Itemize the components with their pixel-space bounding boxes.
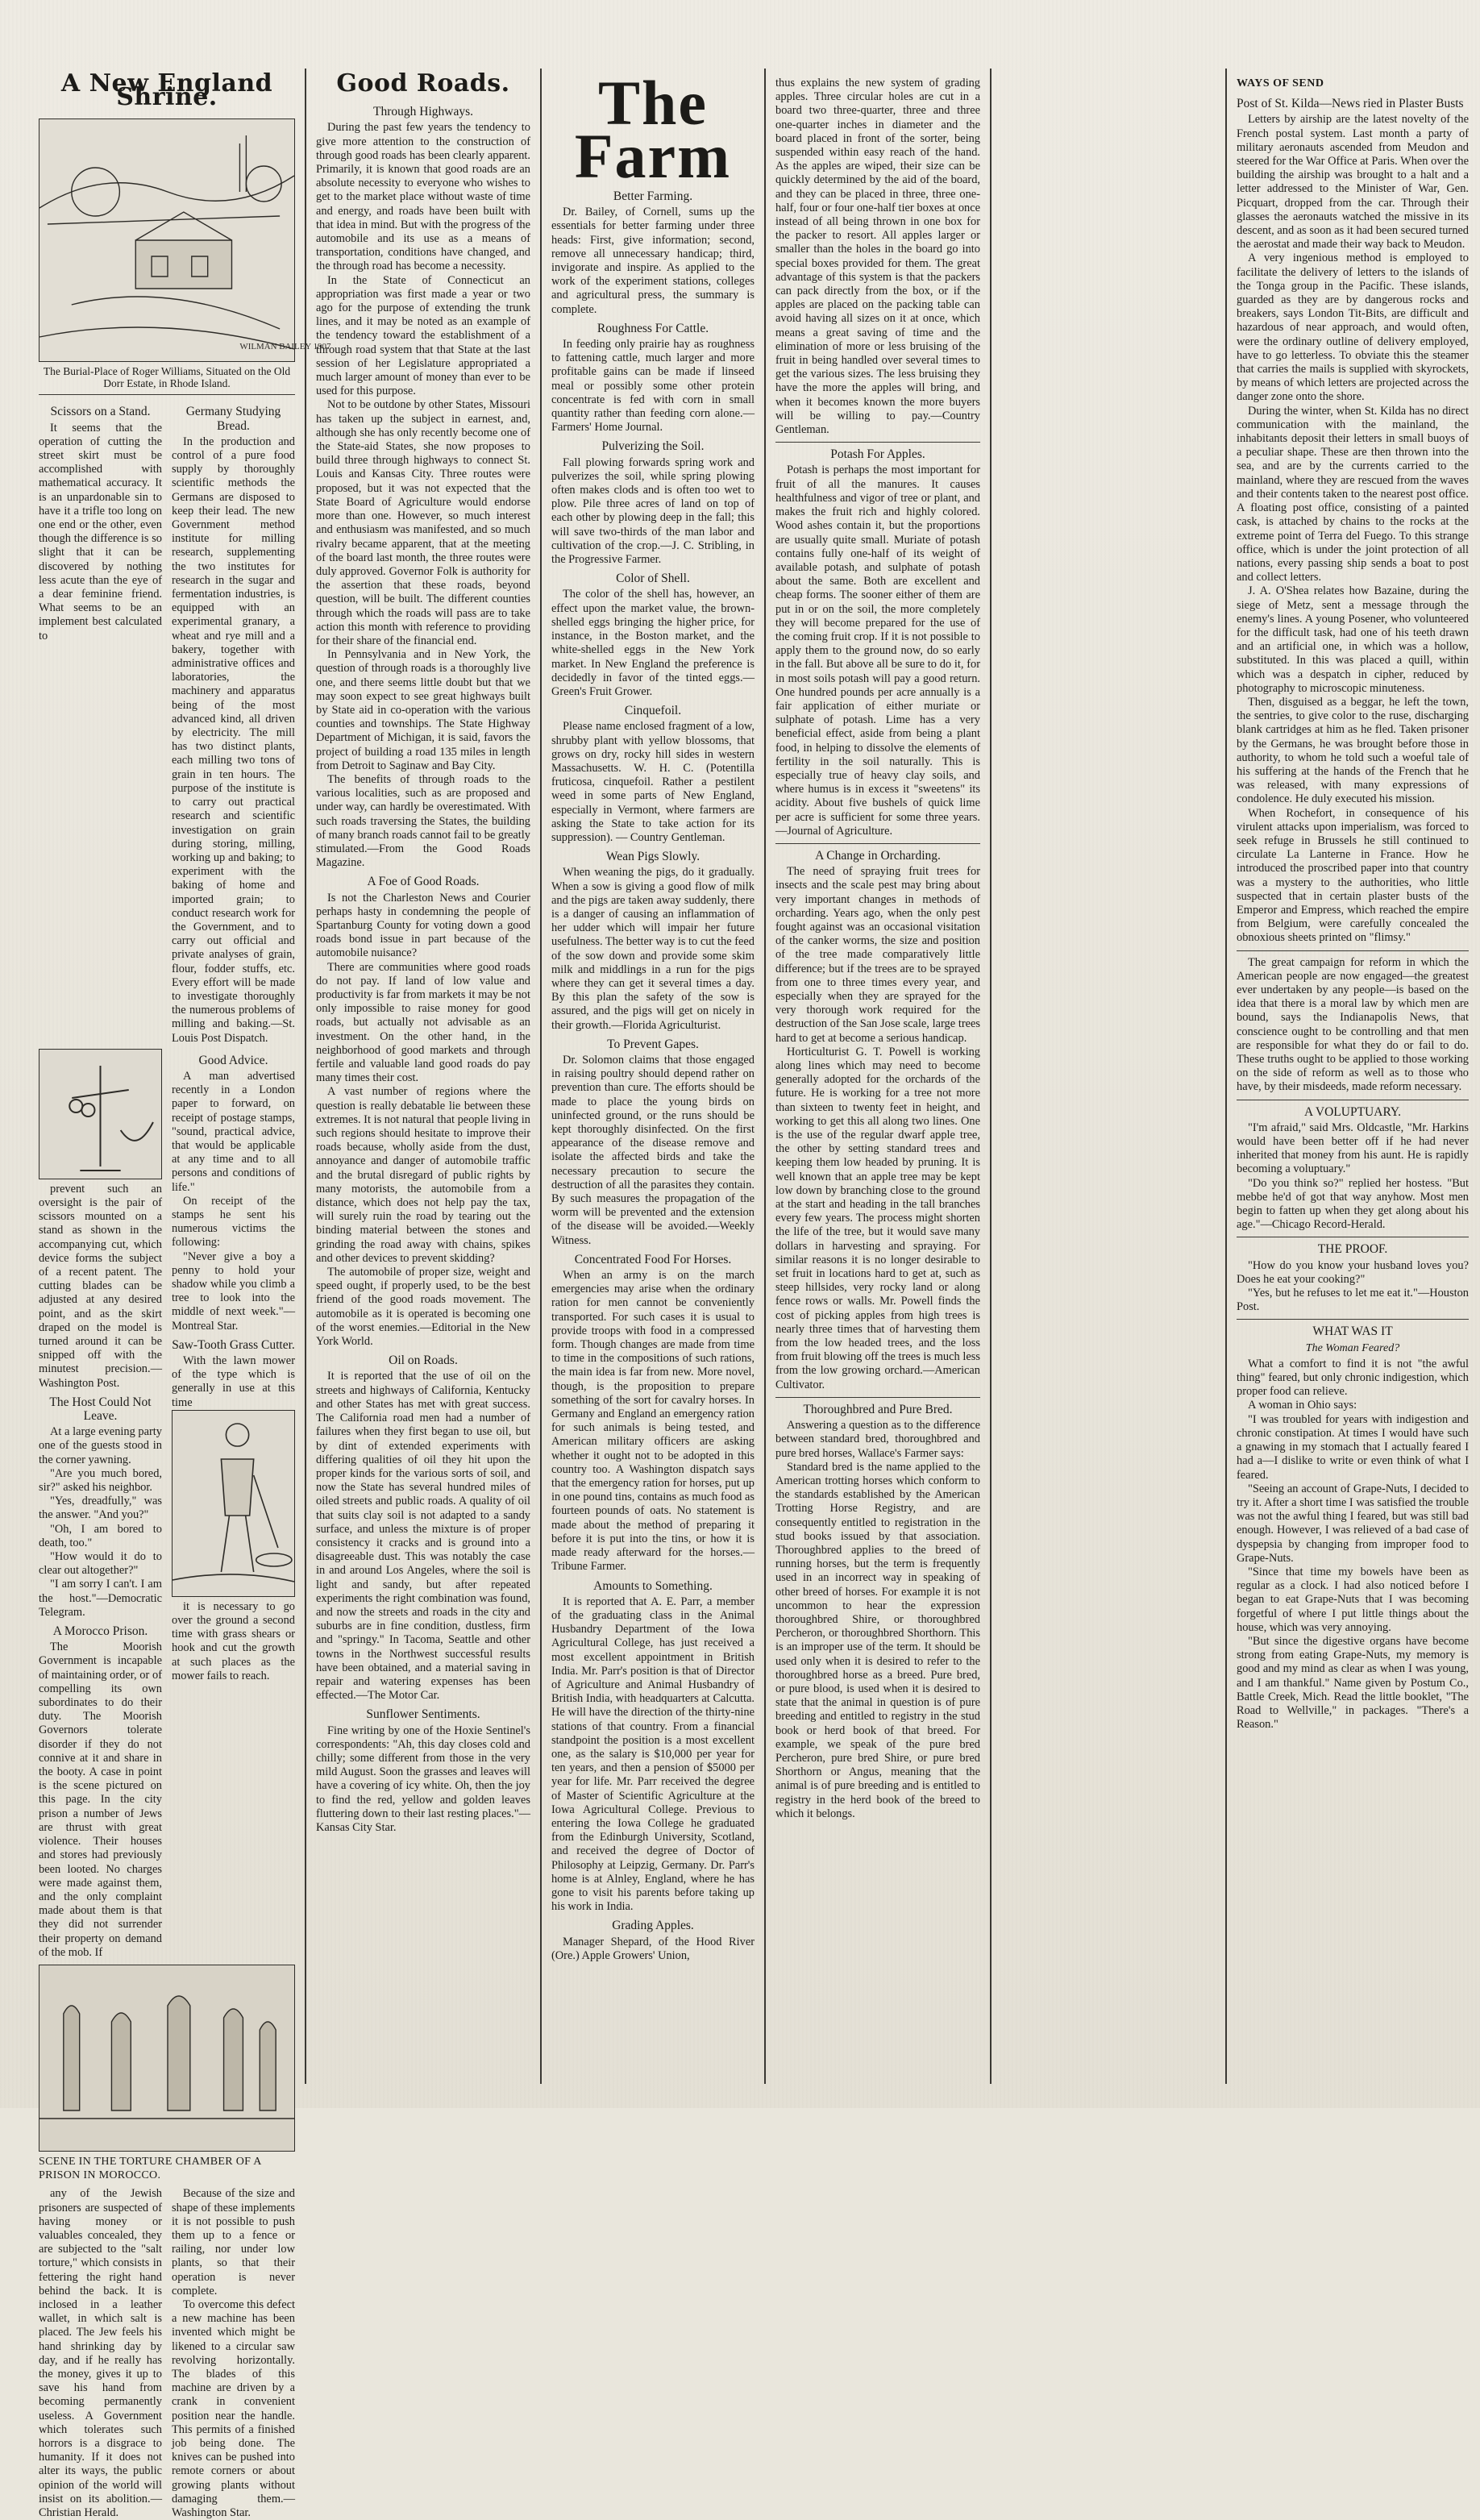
advice-text-1: A man advertised recently in a London paper to forward, on receipt of postage stamps, "sound, practical advice, that would be applicable at any time and to all persons and conditions of life." bbox=[172, 1069, 295, 1194]
divider bbox=[775, 1397, 980, 1398]
column-5 bbox=[1237, 77, 1469, 2084]
kilda-text-4: J. A. O'Shea relates how Bazaine, during the siege of Metz, sent a message through the enemy's lines. A young Posener, who volunteered for the difficult task, had one of his teeth drawn and an artificial one, in which was a hollow, substituted. In this was placed a quill, within which was a despatch in cipher, reduced by photography to microscopic minuteness. bbox=[1237, 584, 1469, 695]
orcharding-text-1: The need of spraying fruit trees for insects and the scale pest may bring about very important changes in methods of orcharding. Years ago, when the only pest fought against was an occasional visitation of the canker worms, the size and position of the tree made comparatively little difference; but if the trees are to be sprayed from one to three times every year, and especially when they are sprayed for the very thorough work required for the destruction of the San Jose scale, large trees hard to get at become a serious handicap. bbox=[775, 865, 980, 1045]
grading-text-continued: thus explains the new system of grading apples. Three circular holes are cut in a board two three-quarter, three and three one-quarter inches in diameter and the board placed in front of the sorter, being suspended within easy reach of the hand. As the apples are wiped, their size can be quickly determined by the aid of the board, and they can be placed in three, three one-half, four or four one-half tier boxes at once instead of all being thrown in one box for the packer to resort. All apples larger or smaller than the holes in the board go into special boxes provided for them. The great advantage of this system is that the packers can pack directly from the box, or if the apples are placed on the packing table can avoid having all sizes on it at once, which means a great saving of time and the elimination of more or less bruising of the fruit in being handled over several times to get the various sizes. The less bruising they have the more the apples will bring, and when it becomes known the more buyers will be willing to pay.—Country Gentleman. bbox=[775, 77, 980, 437]
heading-better-farming: Better Farming. bbox=[613, 189, 693, 203]
kilda-text-2: A very ingenious method is employed to facilitate the delivery of letters to the islands of the Tonga group in the Pacific. These islands, guarded as they are by dangerous rocks and breakers, says London Tit-Bits, are difficult and hazardous of near approach, and would often, were the ordinary outline of delivery employed, have to go letterless. To obviate this the steamer that carries the mails is supplied with skyrockets, by means of which letters are projected across the danger zone onto the shore. bbox=[1237, 252, 1469, 404]
advice-text-2: On receipt of the stamps he sent his numerous victims the following: bbox=[172, 1194, 295, 1250]
oil-text-1: It is reported that the use of oil on the streets and highways of California, Kentucky and other States has met with great success. The California road men had a number of failures when they first began to use oil, but by dint of extended experiments with differing qualities of oil they hit upon the proper kinds for the various sorts of soil, and now the State has several hundred miles of oiled streets and public roads. A quality of oil that suits clay soil is not adapted to a sandy surface, and unless the mixture is of proper consistency it cracks and is ground into a disagreeable dust. This was notably the case in and around Los Angeles, where the soil is light and sandy, but after repeated experiments the right combination was found, and now the streets and roads in the city and suburbs are in fine condition, dustless, firm and "springy." In Tacoma, Seattle and other towns in the Northwest successful results have been obtained, and a material saving in repair and watering expenses has been effected.—The Motor Car. bbox=[316, 1370, 530, 1703]
saw-text-2: it is necessary to go over the ground a second time with grass shears or hook and cut the growth at such places as the mower fails to reach. bbox=[172, 1599, 295, 1682]
heading-sunflower-sentiments: Sunflower Sentiments. bbox=[366, 1707, 480, 1722]
through-text-1: During the past few years the tendency to give more attention to the construction of through good roads has been clearly apparent. Primarily, it is known that good roads are an absolute necessity to everyone who wishes to get to the market place without waste of time and energy, and roads have been built with that idea in mind. But with the progress of the automobile and its use as a means of transportation, conditions have changed, and the through road has become a necessity. bbox=[316, 121, 530, 273]
foe-text-4: The automobile of proper size, weight and speed ought, if properly used, to be the best friend of the good roads movement. The automobile as it is operated is becoming one of the worst enemies.—Editorial in the New York World. bbox=[316, 1266, 530, 1349]
kilda-text-6: When Rochefort, in consequence of his virulent attacks upon imperialism, was forced to seek refuge in Brussels he still continued to circulate La Lanterne in France. How he introduced the proscribed paper into that country was a mystery to the authorities, who little suspected that in certain plaster busts of the Emperor and Empress, which reached the empire from Belgium, were carefully concealed the obnoxious sheets printed on "flimsy." bbox=[1237, 806, 1469, 945]
two-column-block bbox=[39, 1049, 295, 1960]
heading-voluptuary: A VOLUPTUARY. bbox=[1303, 1104, 1401, 1119]
heading-amounts-to-something: Amounts to Something. bbox=[593, 1578, 713, 1593]
section-title-good-roads: Good Roads. bbox=[336, 69, 510, 98]
burial-place-caption: The Burial-Place of Roger Williams, Situated on the Old Dorr Estate, in Rhode Island. bbox=[43, 365, 291, 390]
divider bbox=[775, 843, 980, 844]
column-rule bbox=[1225, 69, 1227, 2084]
kilda-text-5: Then, disguised as a beggar, he left the town, the sentries, to give color to the ruse, discharging blank cartridges at him as he fled. Taken prisoner by the Germans, he was brought before those in authority, to whom he told such a woeful tale of his suffering at the hands of the French that he was released, with many expressions of condolence. He duly executed his mission. bbox=[1237, 695, 1469, 806]
heading-prevent-gapes: To Prevent Gapes. bbox=[607, 1037, 699, 1051]
gapes-text: Dr. Solomon claims that those engaged in raising poultry should depend rather on prevention than cure. The efforts should be made to place the young birds on uninfected ground, or the runs should be kept thoroughly disinfected. On the first appearance of the disease remove and isolate the affected birds and take the necessary precaution to secure the destruction of all the parasites they contain. By such measures the propagation of the worm will be prevented and the extension of the disease will be avoided.—Weekly Witness. bbox=[551, 1053, 755, 1247]
heading-change-in-orcharding: A Change in Orcharding. bbox=[815, 848, 941, 863]
artist-signature: WILMAN BAILEY 1907 bbox=[239, 342, 331, 352]
two-column-block bbox=[39, 2187, 295, 2520]
heading-wean-pigs: Wean Pigs Slowly. bbox=[605, 850, 701, 864]
kilda-text-3: During the winter, when St. Kilda has no direct communication with the mainland, the inhabitants deposit their letters in small buoys of a peculiar shape. These are then thrown into the sea, and are by the currents carried to the mainland, where they are rescued from the waves and their contents taken to the nearest post office. A floating post office, consisting of a painted cask, is attached by chains to the rocks at the extreme point of Terra del Fuego. To this strange office, which is under the joint protection of all nations, every passing ship sends a boat to post and collect letters. bbox=[1237, 404, 1469, 584]
wean-pigs-text: When weaning the pigs, do it gradually. When a sow is giving a good flow of milk and the pigs are taken away suddenly, there is a danger of causing an inflammation of her udder which will impair her future usefulness. The better way is to cut the feed of the sow down and provide some skim milk and middlings in a run for the pigs where they can get it several times a day. By this plan the safety of the sow is assured, and the pigs will get on nicely in their growth.—Florida Agriculturist. bbox=[551, 866, 755, 1032]
grass-cutter-illustration bbox=[172, 1410, 295, 1597]
column-rule bbox=[990, 69, 992, 2084]
heading-potash-apples: Potash For Apples. bbox=[830, 447, 925, 462]
divider bbox=[1237, 1319, 1469, 1320]
heading-color-of-shell: Color of Shell. bbox=[616, 572, 690, 586]
column-2 bbox=[316, 69, 530, 2084]
foe-text-1: Is not the Charleston News and Courier perhaps hasty in condemning the people of Spartanburg County for voting down a good roads bond issue in part because of the automobile nuisance? bbox=[316, 891, 530, 960]
heading-host-could-not-leave: The Host Could Not Leave. bbox=[49, 1395, 152, 1423]
heading-the-proof: THE PROOF. bbox=[1317, 1242, 1388, 1257]
heading-what-was-it: WHAT WAS IT bbox=[1312, 1324, 1393, 1339]
better-farming-text: Dr. Bailey, of Cornell, sums up the essentials for better farming under three heads: First, give information; second, remove all unnecessary handicap; third, invigorate and inspire. As applied to the work of the experiment stations, colleges and agricultural press, the summary is complete. bbox=[551, 206, 755, 316]
heading-cinquefoil: Cinquefoil. bbox=[624, 704, 682, 718]
column-4 bbox=[775, 77, 980, 2084]
heading-thoroughbred-pure-bred: Thoroughbred and Pure Bred. bbox=[803, 1402, 953, 1416]
voluptuary-text-2: "Do you think so?" replied her hostess. "But mebbe he'd of got that way anyhow. Most men begin to fatten up when they get along about his age."—Chicago Record-Herald. bbox=[1237, 1176, 1469, 1232]
scissors-stand-illustration bbox=[39, 1049, 162, 1179]
heading-pulverizing-soil: Pulverizing the Soil. bbox=[601, 439, 705, 454]
subheading-woman-feared: The Woman Feared? bbox=[1305, 1341, 1400, 1354]
saw-text-4: To overcome this defect a new machine has been invented which might be likened to a circular saw revolving horizontally. The blades of this machine are driven by a crank in convenient position near the handle. This permits of a finished job being done. The knives can be pushed into remote corners or about growing plants without damaging them.—Washington Star. bbox=[172, 2298, 295, 2519]
torture-chamber-illustration bbox=[39, 1965, 295, 2152]
whatwas-text-1: What a comfort to find it is not "the awful thing" feared, but only chronic indigestion, which proper food can relieve. bbox=[1237, 1357, 1469, 1399]
grading-text: Manager Shepard, of the Hood River (Ore.) Apple Growers' Union, bbox=[551, 1935, 755, 1962]
heading-food-for-horses: Concentrated Food For Horses. bbox=[574, 1252, 732, 1266]
torture-chamber-caption: SCENE IN THE TORTURE CHAMBER OF A PRISON IN MOROCCO. bbox=[39, 2155, 261, 2182]
host-text-3: "Yes, dreadfully," was the answer. "And you?" bbox=[39, 1495, 162, 1522]
burial-place-illustration bbox=[39, 119, 331, 362]
cinquefoil-text: Please name enclosed fragment of a low, shrubby plant with yellow blossoms, that grows on dry, rocky hill sides in western Massachusetts. W. H. C. (Potentilla fruticosa, cinquefoil. Rather a pestilent weed in some parts of New England, especially in Vermont, where farmers are asking the State to take action for its suppression). — Country Gentleman. bbox=[551, 720, 755, 844]
through-text-3: Not to be outdone by other States, Missouri has taken up the subject in earnest, and, although she has only recently become one of the State-aid States, she now proposes to build three through highways to connect St. Louis and Kansas City. Three routes were proposed, but it was not expected that the State Board of Agriculture would endorse more than one. However, so much interest and enthusiasm was manifested, and so much rivalry became apparent, that at the meeting of the board last month, the three routes were duly approved. Governor Folk is authority for the assertion that these roads, beyond question, will be built. The different counties through which the roads will pass are to take action this month with reference to providing for their share of the financial end. bbox=[316, 398, 530, 647]
heading-good-advice: Good Advice. bbox=[198, 1053, 268, 1067]
host-text-5: "How would it do to clear out altogether?" bbox=[39, 1550, 162, 1578]
heading-through-highways: Through Highways. bbox=[373, 105, 473, 119]
thoroughbred-text-2: Standard bred is the name applied to the American trotting horses which conform to the standards established by the American Trotting Horse Registry, and are consequently entitled to registration in the stud books issued by that association. Thoroughbred applies to the breed of running horses, but the term is frequently used in an incorrect way in speaking of other breed of horses. For example it is not uncommon to hear the expression thoroughbred Shire, or thoroughbred Percheron, or thoroughbred Shorthorn. This is an improper use of the term. It should be used only when it is desired to refer to the thoroughbred horse as a breed. Pure bred, or pure blood, is used when it is desired to state that the animal in question is of pure breeding and entitled to registry in the stud book or herd book of that breed. For example, we speak of the pure bred Percheron, pure bred Shire, or pure bred Shorthorn or Angus, meaning that the animal is of pure breeding and is entitled to registry in the herd book of the breed to which it belongs. bbox=[775, 1460, 980, 1820]
whatwas-text-4: "Seeing an account of Grape-Nuts, I decided to try it. After a short time I was satisfied the trouble was not the awful thing I feared, but was still bad enough. However, I was relieved of a bad case of dyspepsia by changing from improper food to Grape-Nuts. bbox=[1237, 1482, 1469, 1565]
divider bbox=[39, 394, 295, 395]
column-rule bbox=[305, 69, 306, 2084]
thoroughbred-text-1: Answering a question as to the difference between standard bred, thoroughbred and pure bred horses, Wallace's Farmer says: bbox=[775, 1419, 980, 1460]
amounts-text: It is reported that A. E. Parr, a member of the graduating class in the Animal Husbandry Department of the Iowa Agricultural College, has just received a most excellent appointment in British India. Mr. Parr's position is that of Director of Agriculture and Animal Husbandry of British India, with headquarters at Calcutta. He will have the direction of the thirty-nine stations of that country. From a financial standpoint the position is a most excellent one, as the salary is $10,000 per year for ten years, and then a pension of $5000 per year for life. Mr. Parr received the degree of Master of Scientific Agriculture at the Iowa Agricultural College. Previous to entering the Iowa College he graduated from the Edinburgh University, Scotland, and received the degree of Doctor of Philosophy at Leipzig, Germany. Dr. Parr's home is at Alnley, England, where he has gone to visit his parents before taking up his work in India. bbox=[551, 1595, 755, 1914]
whatwas-text-3: "I was troubled for years with indigestion and chronic constipation. At times I would have such a gnawing in my stomach that I actually feared I had a—I dislike to write or even think of what I feared. bbox=[1237, 1412, 1469, 1482]
proof-text-2: "Yes, but he refuses to let me eat it."—Houston Post. bbox=[1237, 1287, 1469, 1314]
heading-foe-of-good-roads: A Foe of Good Roads. bbox=[367, 875, 480, 889]
divider bbox=[1237, 950, 1469, 951]
saw-text-1: With the lawn mower of the type which is generally in use at this time bbox=[172, 1354, 295, 1409]
section-header-ways-of-sending: WAYS OF SEND bbox=[1237, 77, 1324, 89]
whatwas-text-6: "But since the digestive organs have become strong from eating Grape-Nuts, my memory is good and my mind as clear as when I was young, and I am thankful." Name given by Postum Co., Battle Creek, Mich. Read the little booklet, "The Road to Wellville," in packages. "There's a Reason." bbox=[1237, 1634, 1469, 1732]
kilda-text-1: Letters by airship are the latest novelty of the French postal system. Last month a party of military aeronauts ascended from Meudon and steered for the War Office at Paris. When over the building the airship was brought to a halt and a letter addressed to the Minister of War, Gen. Picquart, dropped from the car. Through their glasses the aeronauts watched the missive in its descent, and as soon as it had been secured turned the aerostat and made their way back to Meudon. bbox=[1237, 113, 1469, 252]
column-rule bbox=[764, 69, 766, 2084]
column-rule bbox=[540, 69, 542, 2084]
heading-post-of-st-kilda: Post of St. Kilda—News ried in Plaster Busts bbox=[1237, 97, 1464, 111]
prison-text-1: The Moorish Government is incapable of maintaining order, or of compelling its own subordinates to do their duty. The Moorish Governors tolerate disorder if they do not connive at it and share in the booty. A case in point is the scene pictured on this page. In the city prison a number of Jews are thrust with great violence. Their houses and stores had previously been looted. No charges were made against them, and the only complaint made about them is that they did not surrender their property on demand of the mob. If bbox=[39, 1640, 162, 1959]
foe-text-3: A vast number of regions where the question is really debatable lie between these extremes. It is not natural that people living in such regions should hesitate to improve their roads because, wholly aside from the dust, annoyance and danger of automobile traffic and the brutal disregard of public rights by many motorists, the automobile from a distance, which does not help pay the tax, will surely ruin the road by tearing out the binding material between the stones and grinding the road away with chains, spikes and other devices to prevent skidding? bbox=[316, 1085, 530, 1265]
voluptuary-text-1: "I'm afraid," said Mrs. Oldcastle, "Mr. Harkins would have been better off if he had never inherited that money from his aunt. He is rapidly becoming a voluptuary." bbox=[1237, 1121, 1469, 1176]
horses-text: When an army is on the march emergencies may arise when the ordinary ration for men cannot be conveniently transported. For such cases it is usual to provide troops with food in a compressed form. Though changes are made from time to time in the compositions of such rations, the main idea is far from new. More novel, though, is the proposition to prepare something of the sort for cavalry horses. In Germany and England an emergency ration for such animals is being tested, and American military officers are asking whether it ought not to be adopted in this country too. A Washington dispatch says that the emergency ration for horses, put up in one pound tins, contains as much food as fourteen pounds of oats. No statement is made about the method of preparing it before it is put into the tins, or how it is made ready afterward for the horses.—Tribune Farmer. bbox=[551, 1269, 755, 1574]
through-text-5: The benefits of through roads to the various localities, such as are proposed and under way, can hardly be overestimated. With such roads traversing the States, the building of many branch roads cannot fail to be greatly stimulated.—From the Good Roads Magazine. bbox=[316, 772, 530, 870]
heading-roughness-cattle: Roughness For Cattle. bbox=[597, 321, 709, 335]
foe-text-2: There are communities where good roads do not pay. If land of low value and productivity is far from markets it may be not only impossible to raise money for good roads, but actually not advisable as an investment. On the other hand, in the neighborhood of good markets and through fertile and valuable land good roads do pay many times their cost. bbox=[316, 960, 530, 1085]
scissors-text: It seems that the operation of cutting the street skirt must be accomplished with mathematical accuracy. It is an unpardonable sin to have it a trifle too long on one end or the other, even though the difference is so slight that it can be discovered by nothing less acute than the eye of a dear feminine friend. What seems to be an implement best calculated to bbox=[39, 421, 162, 642]
two-column-block bbox=[39, 400, 295, 1045]
germany-bread-text: In the production and control of a pure food supply by thoroughly scientific methods the Germans are disposed to keep their lead. The new Government method institute for milling research, supplementing the two institutes for research in the sugar and fermentation industries, is equipped with an experimental granary, a wheat and rye mill and a bakery, together with administrative offices and laboratories, the machinery and apparatus being of the most advanced kind, all driven by electricity. The mill has two distinct plants, each milling two tons of grain in ten hours. The purpose of the institute is to carry out practical research and scientific investigation on grain during storing, milling, working up and baking; to experiment with the baking of home and imported grain; to conduct research work for the Government, and to carry out official and private analyses of grain, flour, fodder stuffs, etc. Every effort will be made to investigate thoroughly the numerous problems of milling and baking.—St. Louis Post Dispatch. bbox=[172, 435, 295, 1045]
host-text-1: At a large evening party one of the guests stood in the corner yawning. bbox=[39, 1425, 162, 1466]
heading-scissors: Scissors on a Stand. bbox=[50, 405, 151, 419]
roughness-text: In feeding only prairie hay as roughness to fattening cattle, much larger and more profitable gains can be made if linseed meal or possibly some other protein concentrate is fed with corn in small quantity rather than feeding corn alone.—Farmers' Home Journal. bbox=[551, 338, 755, 435]
advice-text-3: "Never give a boy a penny to hold your shadow while you climb a tree to look into the middle of next week."—Montreal Star. bbox=[172, 1250, 295, 1333]
whatwas-text-5: "Since that time my bowels have been as regular as a clock. I had also noticed before I began to eat Grape-Nuts that I was becoming forgetful of where I put little things about the house, which was very annoying. bbox=[1237, 1565, 1469, 1634]
section-title-the-farm: The Farm bbox=[574, 68, 732, 191]
heading-saw-tooth-cutter: Saw-Tooth Grass Cutter. bbox=[172, 1337, 295, 1352]
pulverizing-text: Fall plowing forwards spring work and pulverizes the soil, while spring plowing often makes clods and is often too wet to plow. Pile three acres of land on top of each other by plowing deep in the fall; this will save two-thirds of the man labor and cultivation of the crop.—J. C. Stribling, in the Progressive Farmer. bbox=[551, 455, 755, 567]
orcharding-text-2: Horticulturist G. T. Powell is working along lines which may need to become generally adopted for the orchards of the future. He is working for a tree not more than sixteen to twenty feet in height, and working to get this all along two lines. One is the use of the regular dwarf apple tree, the other by setting standard trees and keeping them low headed by pruning. It is well known that an apple tree may be kept low down by branching close to the ground at the start and heading in the tall branches every few years. The process might shorten the life of the tree, but it would save many dollars in harvesting and spraying. For similar reasons it is no longer desirable to set fruit in locations hard to get at, such as steep hillsides, very rocky land or along fence rows or walls. Mr. Powell finds the cost of picking apples from high trees is nearly three times that of harvesting them from the low headed trees, and the loss from fruit blowing off the trees is much less from the low growing orchard.—American Cultivator. bbox=[775, 1045, 980, 1391]
saw-text-3: Because of the size and shape of these implements it is not possible to push them up to a fence or railing, nor under low plants, so that their operation is never complete. bbox=[172, 2187, 295, 2298]
through-text-4: In Pennsylvania and in New York, the question of through roads is a thoroughly live one, and there seems little doubt but that we may soon expect to see great highways built by State aid in co-operation with the various counties and townships. The State Highway Department of Michigan, it is said, favors the project of building a road 135 miles in length from Detroit to Saginaw and Bay City. bbox=[316, 648, 530, 772]
shell-text: The color of the shell has, however, an effect upon the market value, the brown-shelled eggs bringing the higher price, for instance, in the Boston market, and the white-shelled eggs in the New York market. In New England the preference is decidedly in favor of the tinted eggs.—Green's Fruit Grower. bbox=[551, 588, 755, 698]
campaign-text: The great campaign for reform in which the American people are now engaged—the greatest ever undertaken by any people—is based on the idea that there is a moral law by which men are bound, says the Indianapolis News, that conscience ought to be controlling and that men are responsible for what they do or fail to do. These truths ought to be applied to those working on the side of reform as well as to those who have, by their misdeeds, made reform necessary. bbox=[1237, 955, 1469, 1094]
whatwas-text-2: A woman in Ohio says: bbox=[1248, 1399, 1357, 1412]
heading-grading-apples: Grading Apples. bbox=[612, 1919, 694, 1933]
column-1 bbox=[39, 69, 331, 2519]
through-text-2: In the State of Connecticut an appropriation was first made a year or two ago for the purpose of extending the trunk lines, and it may be noted as an example of the tendency toward the establishment of a through road system that that State at the last session of her Legislature appropriated a much larger amount of money than ever to be used for this purpose. bbox=[316, 273, 530, 398]
heading-oil-on-roads: Oil on Roads. bbox=[389, 1354, 458, 1368]
host-text-6: "I am sorry I can't. I am the host."—Democratic Telegram. bbox=[39, 1578, 162, 1619]
section-title-new-england-shrine: A New England Shrine. bbox=[60, 69, 273, 112]
heading-morocco-prison: A Morocco Prison. bbox=[52, 1624, 148, 1639]
potash-text: Potash is perhaps the most important for fruit of all the manures. It causes healthfulness and vigor of tree or plant, and makes the fruit rich and highly colored. Wood ashes contain it, but the proportions are usually quite small. Muriate of potash contains fully one-half of its weight of available potash, and sulphate of potash about the same. Both are excellent and cheap forms. The sooner either of them are put in or on the soil, the more completely they will become prepared for the use of the coming fruit crop. If it is not possible to apply them to the ground now, do so early in the fall. But above all be sure to do it, for in most soils potash will pay a good return. One hundred pounds per acre annually is a fair application of either muriate or sulphate of potash. Lime has a very beneficial effect, aside from being a plant food, in helping to dissolve the elements of fertility in the soil naturally. This is especially true of heavy clay soils, and where humus is in excess it "sweetens" its acidity. About five bushels of quick lime per acre is sufficient for some three years.—Journal of Agriculture. bbox=[775, 464, 980, 838]
column-3 bbox=[551, 68, 755, 2084]
host-text-2: "Are you much bored, sir?" asked his neighbor. bbox=[39, 1466, 162, 1495]
proof-text-1: "How do you know your husband loves you? Does he eat your cooking?" bbox=[1237, 1258, 1469, 1286]
prison-text-2: any of the Jewish prisoners are suspected of having money or valuables concealed, they are subjected to the "salt torture," which consists in fettering the right hand behind the back. It is inclosed in a leather wallet, in which salt is placed. The Jew feels his hand shrinking day by day, and if he really has the money, gives it up to save his hand from becoming permanently useless. A Government which tolerates such horrors is a disgrace to humanity. If it does not alter its ways, the public opinion of the world will insist on its abolition.—Christian Herald. bbox=[39, 2187, 162, 2519]
sunflower-text-1: Fine writing by one of the Hoxie Sentinel's correspondents: "Ah, this day closes cold and chilly; some different from those in the very mild August. Soon the grasses and leaves will have a covering of icy white. Oh, then the joy to find the red, yellow and golden leaves fluttering down to their last resting places."—Kansas City Star. bbox=[316, 1724, 530, 1834]
divider bbox=[775, 442, 980, 443]
host-text-4: "Oh, I am bored to death, too." bbox=[39, 1522, 162, 1549]
heading-germany-bread: Germany Studying Bread. bbox=[185, 405, 281, 433]
scissors-text-continued: prevent such an oversight is the pair of scissors mounted on a stand as shown in the accompanying cut, which device forms the subject of a recent patent. The cutting blades can be adjusted at any desired point, and as the skirt draped on the model is turned around it can be snipped off with the minutest precision.—Washington Post. bbox=[39, 1182, 162, 1390]
